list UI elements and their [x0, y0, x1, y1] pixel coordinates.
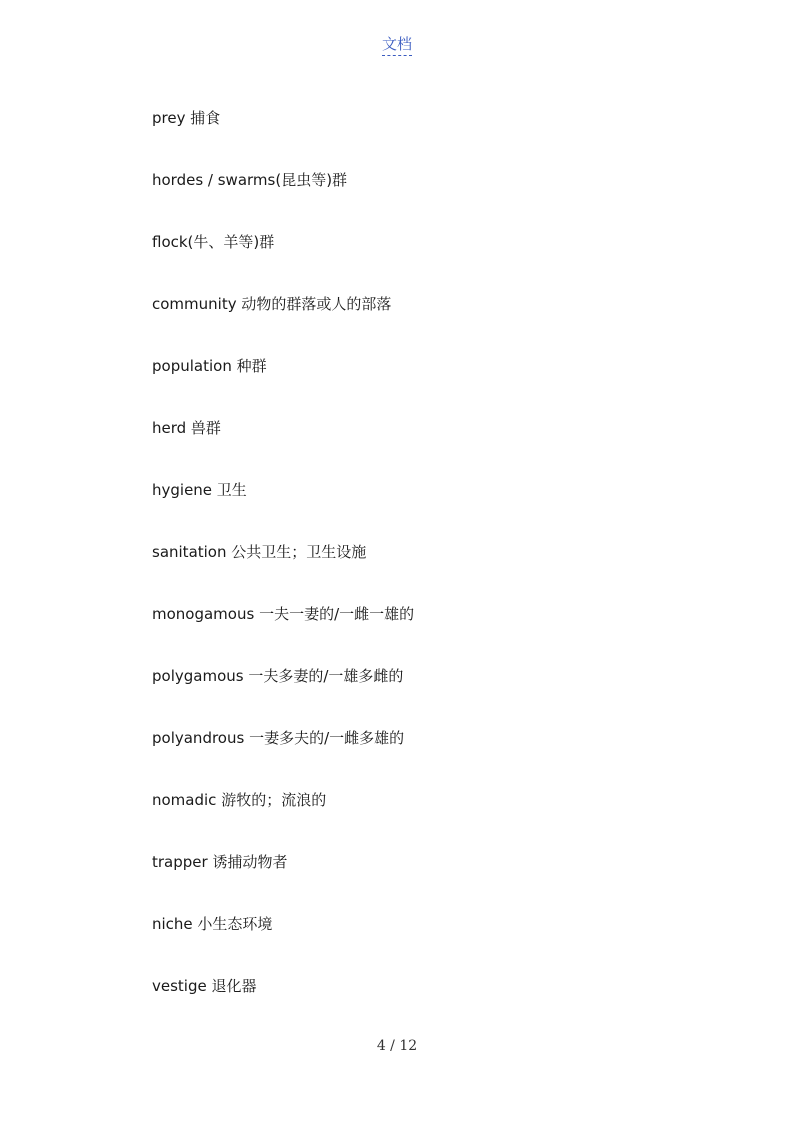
vocabulary-entry: prey 捕食	[152, 109, 221, 127]
document-header	[0, 34, 794, 56]
vocabulary-entry: flock(牛、羊等)群	[152, 233, 275, 251]
vocabulary-entry: trapper 诱捕动物者	[152, 853, 288, 871]
vocabulary-list	[152, 106, 414, 1036]
vocabulary-entry: vestige 退化器	[152, 977, 257, 995]
vocabulary-entry: polygamous 一夫多妻的/一雄多雌的	[152, 667, 404, 685]
vocabulary-entry: niche 小生态环境	[152, 915, 273, 933]
vocabulary-entry: polyandrous 一妻多夫的/一雌多雄的	[152, 729, 405, 747]
vocabulary-entry: population 种群	[152, 357, 267, 375]
vocabulary-entry: herd 兽群	[152, 419, 221, 437]
vocabulary-entry: monogamous 一夫一妻的/一雌一雄的	[152, 605, 415, 623]
vocabulary-entry: community 动物的群落或人的部落	[152, 295, 392, 313]
vocabulary-entry: hygiene 卫生	[152, 481, 247, 499]
vocabulary-entry: hordes / swarms(昆虫等)群	[152, 171, 348, 189]
page-number: 4 / 12	[376, 1038, 418, 1054]
vocabulary-entry: sanitation 公共卫生；卫生设施	[152, 543, 367, 561]
header-title-link[interactable]: 文档	[382, 34, 412, 56]
vocabulary-entry: nomadic 游牧的；流浪的	[152, 791, 327, 809]
